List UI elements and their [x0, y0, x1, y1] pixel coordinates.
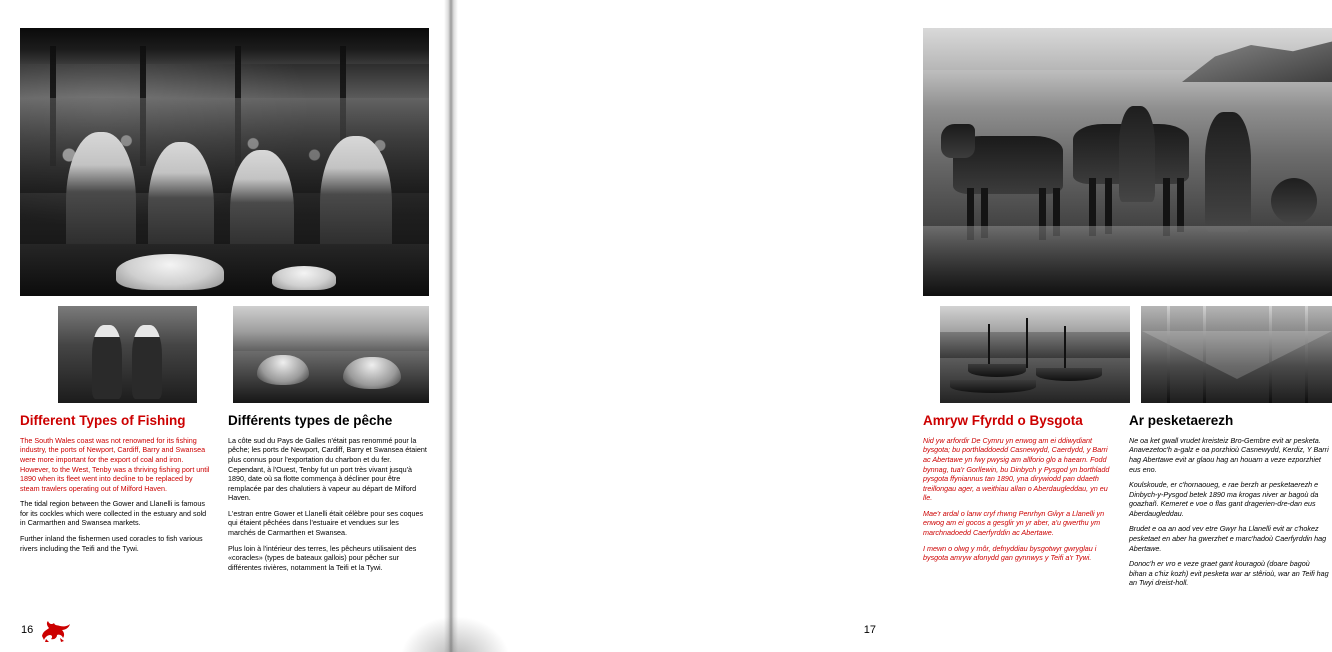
wet-sand-surf: [923, 226, 1332, 296]
coracle-boat: [257, 355, 309, 385]
left-page: [0, 0, 449, 652]
boat-mast: [1064, 326, 1066, 368]
book-gutter: [444, 0, 458, 652]
cockle-pile: [116, 254, 224, 290]
text-column-welsh: [923, 414, 1113, 569]
photo-coracle-fishermen: [233, 306, 429, 403]
paragraph-french-3: Plus loin à l'intérieur des terres, les pêcheurs utilisaient des «coracles» (types de bateaux gallois) pour pêcher sur différentes rivières, notamment la Teifi et la Tywi.: [228, 543, 417, 572]
text-column-breton: [1129, 414, 1329, 594]
paragraph-french-1: La côte sud du Pays de Galles n'était pas renommé pour la pêche; les ports de Newport, Cardiff, Barry et Swansea étaient plus connus pour l'exportation du charbon et du fer. Cependant, à l'Ouest, Tenby fut un port très vivant jusqu'à 1890, date où sa flotte commença à décliner pour être remplacée par des chalutiers à vapeur au départ de Milford Haven.: [228, 435, 427, 503]
paragraph-welsh-1: Nid yw arfordir De Cymru yn enwog am ei ddiwydiant bysgota; bu porthladdoedd Casnewydd, Caerdydd, y Barri ac Abertawe yn fwy pwysig am allforio glo a haearn. Fodd bynnag, tua'r Gorllewin, bu Dinbych y Pysgod yn borthladd pysgota ffyniannus tan 1890, yna dirywiodd pan ddaeth treillongau ager, a weithiau allan o Aberdaugleddau, yn eu lle.: [923, 435, 1110, 503]
boat-hull: [968, 364, 1026, 377]
paragraph-english-3: Further inland the fishermen used coracles to fish various rivers including the Teifi and the Tywi.: [20, 534, 203, 553]
heading-welsh: Amryw Ffyrdd o Bysgota: [923, 413, 1083, 428]
photo-two-fishermen-portrait: [58, 306, 197, 403]
shed-perspective: [1142, 331, 1332, 379]
paragraph-welsh-3: I mewn o olwg y môr, defnyddiau bysgotwyr gwryglau i bysgota amryw afonydd gan gynnwys y Teifi a'r Tywi.: [923, 543, 1097, 563]
cockler-figure: [1205, 112, 1251, 232]
paragraph-breton-2: Koulskoude, er c'hornaoueg, e rae berzh ar pesketaerezh e Dinbych-y-Pysgod betek 1890 ma krogas niver ar bagoù da goazhañ. Kemeret e voe o flas gant dragerien-dre-dan eus Aberdaugleddau.: [1129, 480, 1319, 518]
paragraph-english-1: The South Wales coast was not renowned for its fishing industry, the ports of Newport, Cardiff, Barry and Swansea were more important for the export of coal and iron. However, to the West, Tenby was a thriving fishing port until 1890 when its fleet went into decline to be replaced by steam trawlers operating out of Milford Haven.: [20, 435, 210, 493]
right-page: [451, 0, 1329, 652]
shed-beam: [1269, 306, 1272, 403]
photo-market-women-fish-stalls: [20, 28, 429, 296]
heading-breton: Ar pesketaerezh: [1129, 413, 1234, 428]
book-gutter-shadow: [400, 616, 510, 652]
market-stall-table: [20, 244, 429, 296]
cockle-sack: [1271, 178, 1317, 224]
text-column-english: [20, 414, 210, 559]
boat-mast: [1026, 318, 1028, 368]
welsh-dragon-icon: [40, 616, 72, 646]
cockle-pile: [272, 266, 336, 290]
paragraph-breton-1: Ne oa ket gwall vrudet kreisteiz Bro-Gembre evit ar pesketa. Anavezetoc'h a-galz e oa porzhioù Casnewydd, Kerdiz, Y Barri hag Abertawe evit ar glaou hag an houarn a veze ezporzhiet eus eno.: [1129, 435, 1329, 474]
shed-beam: [1305, 306, 1308, 403]
page-number-right: 17: [863, 624, 876, 636]
shed-beam: [1203, 306, 1206, 403]
paragraph-french-2: L'estran entre Gower et Llanelli était célèbre pour ses coques qui étaient pêchées dans l'estuaire et vendues sur les marchés de Carmarthen et Swansea.: [228, 508, 424, 538]
paragraph-breton-3: Brudet e oa an aod vev etre Gwyr ha Llanelli evit ar c'hokez pesketaet en aber ha gwerzhet e marc'hadoù Caerfyrddin hag Abertawe.: [1129, 524, 1327, 553]
boat-hull: [1036, 368, 1102, 381]
coracle-boat: [343, 357, 401, 389]
market-roof: [20, 28, 429, 64]
heading-english: Different Types of Fishing: [20, 413, 186, 428]
horse-head: [941, 124, 975, 158]
boat-mast: [988, 324, 990, 368]
paragraph-welsh-2: Mae'r ardal o lanw cryf rhwng Penrhyn Gŵyr a Llanelli yn enwog am ei gocos a gesglir yn yr aber, a'u gwerthu ym marchnadoedd Caerfyrddin ac Abertawe.: [923, 508, 1105, 538]
boat-hull: [950, 380, 1036, 393]
shed-beam: [1167, 306, 1170, 403]
text-column-french: [228, 414, 428, 578]
horse-leg: [1177, 178, 1184, 232]
photo-curing-shed-interior: [1141, 306, 1332, 403]
paragraph-breton-4: Donoc'h er vro e veze graet gant kouragoù (doare bagoù bihan a c'hiz kozh) evit pesketa war ar stêrioù, war an Teifi hag an Twyi dreist-holl.: [1129, 559, 1329, 588]
fisherman-figure: [132, 325, 162, 399]
cockler-figure: [1119, 106, 1155, 202]
heading-french: Différents types de pêche: [228, 413, 393, 428]
paragraph-english-2: The tidal region between the Gower and Llanelli is famous for its cockles which were collected in the estuary and sold in Carmarthen and Swansea markets.: [20, 499, 207, 528]
photo-fishing-boats-harbour: [940, 306, 1130, 403]
harbour-town-skyline: [940, 332, 1130, 358]
fisherman-figure: [92, 325, 122, 399]
photo-horses-cocklers-beach: [923, 28, 1332, 296]
page-number-left: 16: [21, 624, 34, 636]
